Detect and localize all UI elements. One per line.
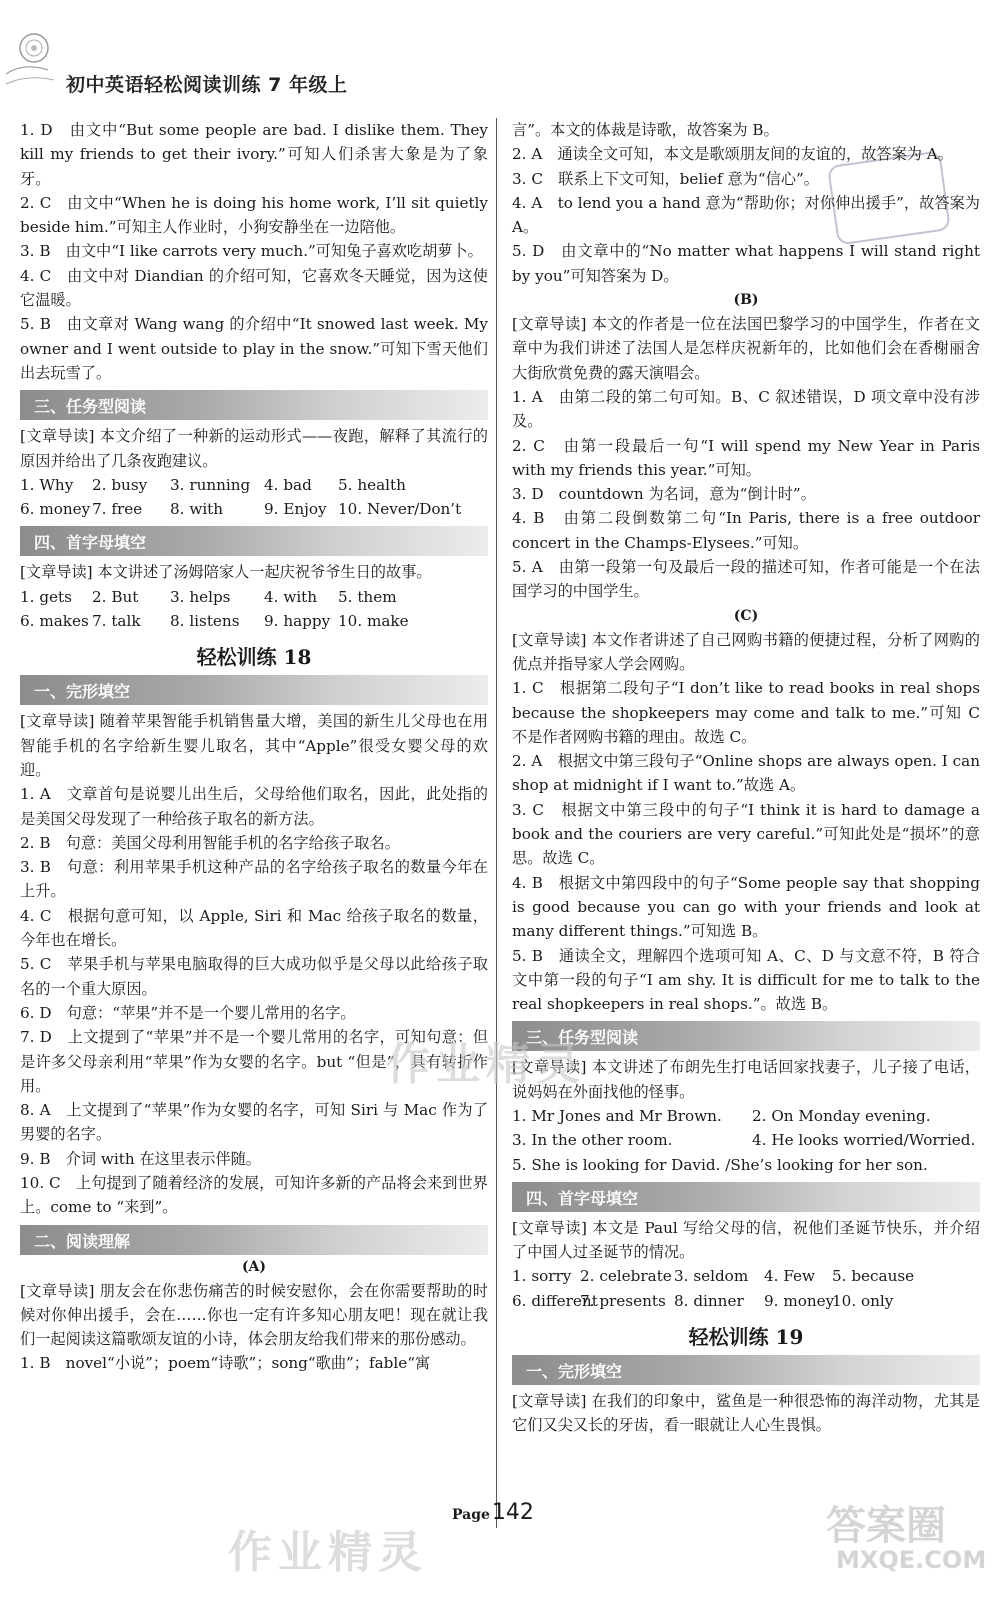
article-guide: [文章导读] 本文的作者是一位在法国巴黎学习的中国学生，作者在文章中为我们讲述了法国人是怎样庆祝新年的，比如他们会在香榭丽舍大街欣赏免费的露天演唱会。	[512, 315, 980, 382]
article-guide: [文章导读] 本文是 Paul 写给父母的信，祝他们圣诞节快乐，并介绍了中国人过圣诞节的情况。	[512, 1218, 980, 1262]
article-guide: [文章导读] 在我们的印象中，鲨鱼是一种很恐怖的海洋动物，尤其是它们又尖又长的牙齿，看一眼就让人心生畏惧。	[512, 1392, 980, 1435]
article-guide: [文章导读] 本文讲述了汤姆陪家人一起庆祝爷爷生日的故事。	[20, 563, 432, 582]
answer-item: 3. D countdown 为名词，意为“倒计时”。	[512, 485, 816, 504]
answer-cell: 5. them	[338, 587, 397, 606]
answer-item: 4. C 由文中对 Diandian 的介绍可知，它喜欢冬天睡觉，因为这使它温暖。	[20, 266, 488, 310]
answer-item: 3. B 句意：利用苹果手机这种产品的名字给孩子取名的数量今年在上升。	[20, 858, 488, 901]
answer-cell: 7. talk	[92, 612, 141, 631]
answer-item: 9. B 介词 with 在这里表示伴随。	[20, 1149, 261, 1168]
section-heading	[20, 390, 488, 420]
answer-item: 8. A 上文提到了“苹果”作为女婴的名字，可知 Siri 与 Mac 作为了男婴的名字。	[20, 1101, 488, 1144]
answer-item: 5. B 由文章对 Wang wang 的介绍中“It snowed last week. My owner and I went outside to play in the snow.”可知下雪天他们出去玩雪了。	[20, 315, 488, 382]
answer-cell: 7. free	[92, 500, 143, 519]
answer-item: 言”。本文的体裁是诗歌，故答案为 B。	[512, 121, 779, 139]
answer-item: 1. D 由文中“But some people are bad. I dislike them. They kill my friends to get their ivory.”可知人们杀害大象是为了象牙。	[20, 121, 488, 188]
answer-cell: 10. make	[338, 612, 409, 631]
answer-cell: 6. money	[20, 500, 91, 519]
section-heading-label: 四、首字母填空	[34, 533, 147, 553]
answer-item: 5. C 苹果手机与苹果电脑取得的巨大成功似乎是父母以此给孩子取名的一个重大原因。	[20, 955, 488, 998]
answer-cell: 9. happy	[264, 612, 331, 631]
article-guide: [文章导读] 本文介绍了一种新的运动形式——夜跑，解释了其流行的原因并给出了几条夜跑建议。	[20, 427, 488, 470]
answer-item: 3. B 由文中“I like carrots very much.”可知兔子喜欢吃胡萝卜。	[20, 242, 483, 261]
answer-item: 4. B 根据文中第四段中的句子“Some people say that shopping is good because you can go with your friends and look at many different things.”可知选 B。	[512, 873, 980, 941]
answer-item: 3. C 联系上下文可知，belief 意为“信心”。	[512, 169, 819, 188]
section-heading-label: 三、任务型阅读	[526, 1028, 639, 1048]
watermark-corner: 答案圈	[826, 1503, 946, 1549]
answer-cell: 9. money	[764, 1291, 835, 1310]
answer-item: 2. B 句意：美国父母利用智能手机的名字给孩子取名。	[20, 833, 400, 852]
answer-cell: 2. But	[92, 587, 139, 606]
answer-cell: 10. only	[832, 1291, 894, 1310]
watermark-bottom: 作业精灵	[228, 1527, 428, 1578]
answer-cell: 1. Why	[20, 475, 74, 494]
answer-item: 5. A 由第一段第一句及最后一段的描述可知，作者可能是一个在法国学习的中国学生。	[512, 558, 980, 601]
answer-item: 4. B 由第二段倒数第二句“In Paris, there is a free outdoor concert in the Champs-Elysees.”可知。	[512, 509, 980, 552]
answer-item: 7. D 上文提到了“苹果”并不是一个婴儿常用的名字，可知句意：但是许多父母亲利用“苹果”作为女婴的名字。but “但是”，具有转折作用。	[20, 1028, 488, 1095]
column-divider	[496, 118, 497, 1528]
answer-cell: 6. makes	[20, 612, 89, 631]
answer-item: 5. D 由文章中的“No matter what happens I will stand right by you”可知答案为 D。	[512, 242, 980, 285]
answer-cell: 10. Never/Don’t	[338, 500, 462, 519]
answer-cell: 5. health	[338, 475, 406, 494]
answer-cell: 6. different	[512, 1291, 598, 1310]
section-heading	[20, 1225, 488, 1255]
answer-item: 2. C 由文中“When he is doing his home work, I’ll sit quietly beside him.”可知主人作业时，小狗安静坐在一边陪他。	[20, 193, 488, 237]
answer-item: 1. B novel“小说”；poem“诗歌”；song“歌曲”；fable“寓	[20, 1354, 431, 1373]
passage-label: (A)	[241, 1258, 267, 1275]
answer-cell: 8. with	[170, 500, 224, 519]
answer-cell: 1. gets	[20, 587, 72, 606]
section-heading-label: 一、完形填空	[526, 1362, 623, 1382]
answer-cell: 8. listens	[170, 612, 240, 631]
page-number	[452, 1500, 534, 1525]
right-column	[512, 118, 980, 1438]
answer-item: 2. C 由第一段最后一句“I will spend my New Year in Paris with my friends this year.”可知。	[512, 436, 980, 479]
answer-cell: 4. Few	[764, 1267, 816, 1286]
section-heading-label: 一、完形填空	[34, 682, 131, 702]
answer-item: 10. C 上句提到了随着经济的发展，可知许多新的产品将会来到世界上。come to “来到”。	[20, 1173, 488, 1217]
answer-cell: 8. dinner	[674, 1291, 744, 1310]
answer-item: 4. C 根据句意可知，以 Apple, Siri 和 Mac 给孩子取名的数量，今年也在增长。	[20, 906, 488, 950]
answer-cell: 5. She is looking for David. /She’s looking for her son.	[512, 1155, 928, 1174]
answer-cell: 4. bad	[264, 475, 312, 494]
page-header	[0, 20, 996, 106]
left-column	[20, 118, 488, 1376]
page-label: Page	[452, 1507, 490, 1523]
answer-item: 1. C 根据第二段句子“I don’t like to read books in real shops because the shopkeepers may come and talk to me.”可知 C 不是作者网购书籍的理由。故选 C。	[512, 679, 980, 746]
answer-cell: 3. helps	[170, 587, 231, 606]
training-title: 轻松训练 18	[196, 645, 312, 670]
answer-item: 3. C 根据文中第三段中的句子“I think it is hard to damage a book and the couriers are very careful.”可知此处是“损坏”的意思。故选 C。	[512, 800, 980, 868]
answer-cell: 7. presents	[580, 1291, 666, 1310]
answer-item: 6. D 句意：“苹果”并不是一个婴儿常用的名字。	[20, 1003, 356, 1022]
answer-item: 4. A to lend you a hand 意为“帮助你；对你伸出援手”，故答案为 A。	[512, 193, 980, 237]
answer-cell: 2. On Monday evening.	[752, 1106, 931, 1125]
article-guide: [文章导读] 本文讲述了布朗先生打电话回家找妻子，儿子接了电话，说妈妈在外面找他的怪事。	[512, 1058, 980, 1101]
answer-item: 5. B 通读全文，理解四个选项可知 A、C、D 与文意不符，B 符合文中第一段的句子“I am shy. It is difficult for me to talk to the real shopkeepers in real shops.”。故选 B。	[512, 946, 980, 1014]
answer-cell: 3. In the other room.	[512, 1131, 673, 1150]
section-heading-label: 四、首字母填空	[526, 1188, 639, 1208]
section-heading	[20, 675, 488, 705]
answer-item: 2. A 根据文中第三段句子“Online shops are always open. I can shop at midnight if I want to.”故选 A。	[512, 752, 980, 795]
page-number-value: 142	[491, 1500, 534, 1525]
article-guide: [文章导读] 本文作者讲述了自己网购书籍的便捷过程，分析了网购的优点并指导家人学会网购。	[512, 630, 980, 673]
answer-cell: 9. Enjoy	[264, 500, 327, 519]
answer-item: 1. A 由第二段的第二句可知。B、C 叙述错误，D 项文章中没有涉及。	[512, 387, 980, 431]
answer-cell: 5. because	[832, 1267, 915, 1286]
answer-cell: 4. He looks worried/Worried.	[752, 1131, 976, 1150]
answer-grid	[20, 473, 488, 522]
passage-label: (C)	[733, 607, 759, 624]
watermark-url: MXQE.COM	[836, 1546, 987, 1574]
section-heading	[20, 526, 488, 556]
answer-grid	[512, 1104, 980, 1177]
answer-cell: 3. seldom	[674, 1267, 749, 1286]
answer-cell: 4. with	[264, 587, 318, 606]
answer-item: 1. A 文章首句是说婴儿出生后，父母给他们取名，因此，此处指的是美国父母发现了一种给孩子取名的新方法。	[20, 785, 488, 828]
passage-label: (B)	[733, 292, 759, 309]
article-guide: [文章导读] 朋友会在你悲伤痛苦的时候安慰你，会在你需要帮助的时候对你伸出援手，会在……你也一定有许多知心朋友吧！现在就让我们一起阅读这篇歌颂友谊的小诗，体会朋友给我们带来的那份感动。	[20, 1281, 488, 1349]
answer-cell: 1. sorry	[512, 1267, 572, 1286]
answer-grid	[20, 585, 488, 634]
article-guide: [文章导读] 随着苹果智能手机销售量大增，美国的新生儿父母也在用智能手机的名字给新生婴儿取名，其中“Apple”很受女婴父母的欢迎。	[20, 712, 488, 779]
watermark-center: 作业精灵	[386, 1039, 586, 1090]
training-title: 轻松训练 19	[688, 1325, 804, 1350]
book-title: 初中英语轻松阅读训练 7 年级上	[66, 74, 348, 96]
section-heading	[512, 1355, 980, 1385]
answer-cell: 1. Mr Jones and Mr Brown.	[512, 1106, 722, 1125]
section-heading-label: 三、任务型阅读	[34, 397, 147, 417]
answer-cell: 2. busy	[92, 475, 148, 494]
answer-item: 2. A 通读全文可知，本文是歌颂朋友间的友谊的，故答案为 A。	[512, 145, 953, 164]
answer-grid	[512, 1264, 980, 1313]
answer-cell: 2. celebrate	[580, 1267, 672, 1286]
section-heading-label: 二、阅读理解	[34, 1231, 131, 1251]
section-heading	[512, 1182, 980, 1212]
answer-cell: 3. running	[170, 475, 251, 494]
